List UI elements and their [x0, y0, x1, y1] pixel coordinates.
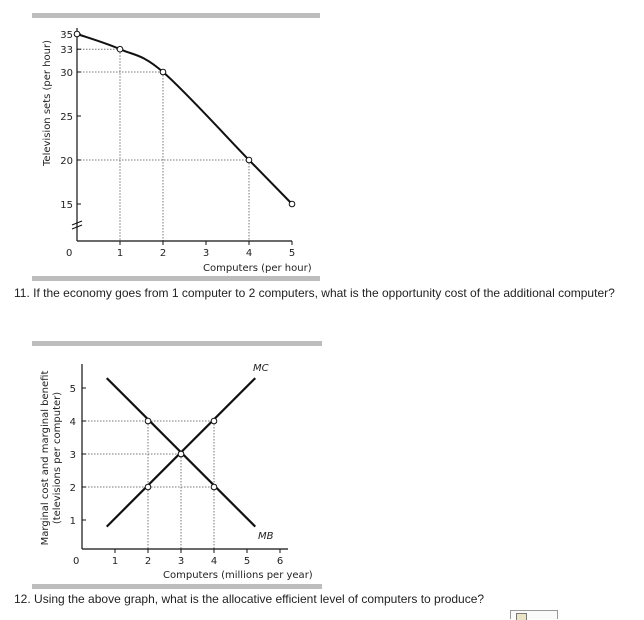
ppf-point — [246, 157, 252, 163]
mc-mb-x-tick-label: 1 — [111, 556, 119, 567]
ppf-x-tick-label: 5 — [288, 248, 296, 259]
ppf-points — [74, 31, 295, 207]
mc-mb-y-tick-label: 4 — [69, 417, 76, 428]
mc-mb-y-axis-subtitle: (televisions per computer) — [52, 391, 63, 525]
mb-point — [178, 451, 184, 457]
question-12 — [14, 592, 484, 606]
question-11-number: 11. — [14, 286, 30, 300]
mc-mb-x-tick-label: 3 — [177, 556, 185, 567]
question-12-number: 12. — [14, 592, 31, 606]
mc-mb-origin-label: 0 — [73, 556, 80, 567]
mc-mb-x-axis-title: Computers (millions per year) — [163, 570, 313, 581]
ppf-ticks — [60, 30, 295, 259]
ppf-x-tick-label: 2 — [159, 248, 167, 259]
ppf-point — [117, 46, 123, 52]
mb-point — [145, 418, 151, 424]
question-11-text: If the economy goes from 1 computer to 2 computers, what is the opportunity cost of the additional computer? — [33, 286, 615, 300]
ppf-point — [289, 201, 295, 207]
mc-mb-y-tick-label: 3 — [69, 450, 76, 461]
mc-mb-y-tick-label: 2 — [69, 483, 76, 494]
ppf-origin-label: 0 — [66, 248, 73, 259]
mc-mb-y-tick-label: 5 — [69, 384, 76, 395]
question-12-text: Using the above graph, what is the allocative efficient level of computers to produce? — [34, 592, 485, 606]
ppf-guide-lines — [77, 49, 249, 241]
ppf-y-axis-title: Television sets (per hour) — [42, 40, 53, 166]
ppf-x-axis-title: Computers (per hour) — [203, 263, 312, 274]
question-12-top-bar — [32, 584, 322, 589]
mc-mb-ticks — [70, 384, 284, 567]
question-11-top-bar — [32, 276, 320, 281]
ppf-y-tick-label: 20 — [60, 156, 73, 167]
ppf-y-tick-label: 33 — [60, 45, 73, 57]
mc-mb-x-tick-label: 6 — [276, 556, 284, 567]
mc-mb-y-tick-label: 1 — [69, 516, 76, 527]
mc-point — [211, 418, 217, 424]
ppf-point — [160, 69, 166, 75]
ppf-x-tick-label: 3 — [202, 248, 210, 259]
ppf-y-tick-label: 25 — [60, 112, 73, 123]
mc-mb-x-tick-label: 4 — [210, 556, 218, 567]
clipboard-icon — [516, 613, 527, 620]
ppf-x-tick-label: 1 — [116, 248, 124, 259]
mc-label: MC — [253, 363, 269, 374]
mb-point — [211, 484, 217, 490]
ppf-x-tick-label: 4 — [245, 248, 253, 259]
ppf-y-tick-label: 35 — [60, 30, 73, 41]
ppf-point — [74, 31, 80, 37]
mc-mb-chart — [0, 346, 330, 586]
mb-label: MB — [258, 531, 274, 542]
mc-mb-x-tick-label: 5 — [243, 556, 251, 567]
mc-mb-x-tick-label: 2 — [144, 556, 152, 567]
ppf-y-tick-label: 30 — [60, 68, 73, 79]
ppf-chart — [0, 18, 330, 276]
mc-mb-y-axis-title: Marginal cost and marginal benefit — [40, 370, 51, 546]
ppf-curve — [77, 34, 292, 204]
mc-point — [145, 484, 151, 490]
ppf-y-tick-label: 15 — [60, 200, 73, 211]
question-11 — [14, 286, 615, 300]
